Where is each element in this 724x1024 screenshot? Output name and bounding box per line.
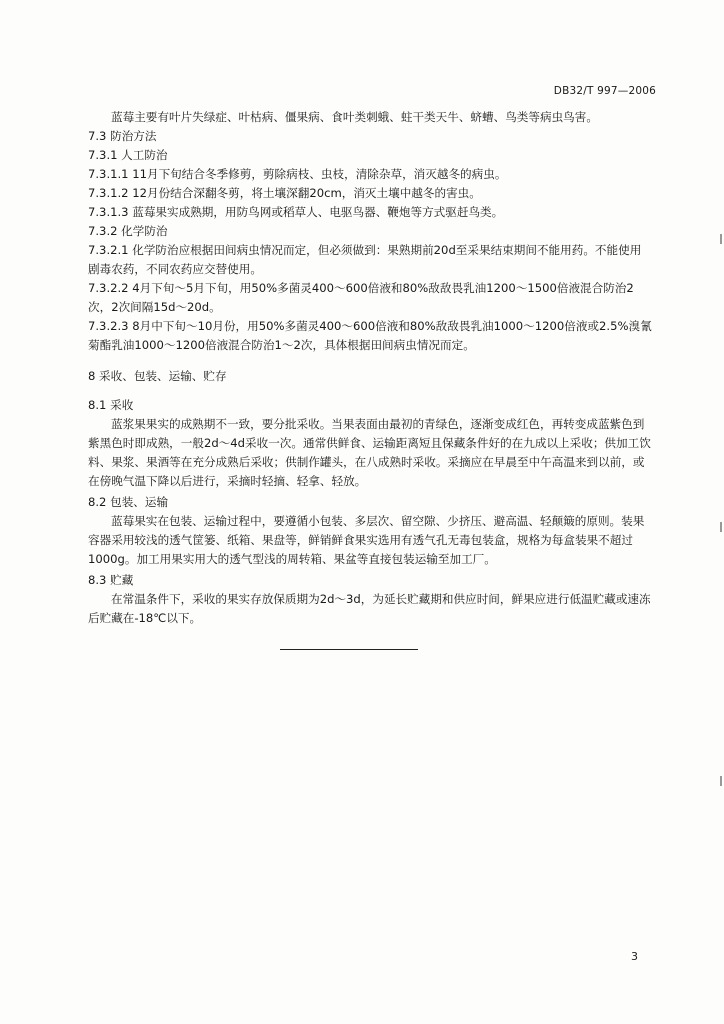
heading-8-2: 8.2 包装、运输 bbox=[88, 495, 169, 509]
heading-7-3: 7.3 防治方法 bbox=[88, 129, 157, 143]
lead-paragraph: 蓝莓主要有叶片失绿症、叶枯病、僵果病、食叶类刺蛾、蛀干类天牛、蛴螬、鸟类等病虫鸟害。 bbox=[111, 110, 598, 124]
heading-7-3-1: 7.3.1 人工防治 bbox=[88, 148, 168, 162]
clause-7-3-2-1: 7.3.2.1 化学防治应根据田间病虫情况而定，但必须做到：果熟期前20d至采果结束期间不能用药。不能使用剧毒农药，不同农药应交替使用。 bbox=[88, 243, 642, 276]
document-code: DB32/T 997—2006 bbox=[553, 85, 656, 97]
scan-edge-mark bbox=[720, 776, 722, 786]
heading-8-1: 8.1 采收 bbox=[88, 398, 134, 412]
document-body bbox=[88, 108, 652, 628]
clause-7-3-2-3: 7.3.2.3 8月中下旬～10月份，用50%多菌灵400～600倍液和80%敌敌畏乳油1000～1200倍液或2.5%溴氰菊酯乳油1000～1200倍液混合防治1～2次，具体根据田间病虫情况而定。 bbox=[88, 319, 652, 352]
scan-edge-mark bbox=[720, 522, 722, 532]
heading-8-3: 8.3 贮藏 bbox=[88, 573, 134, 587]
heading-8: 8 采收、包装、运输、贮存 bbox=[88, 369, 227, 383]
paragraph-8-1: 蓝浆果果实的成熟期不一致，要分批采收。当果表面由最初的青绿色，逐渐变成红色，再转变成蓝紫色到紫黑色时即成熟，一般2d～4d采收一次。通常供鲜食、运输距离短且保藏条件好的在九成以上采收；供加工饮料、果浆、果酒等在充分成熟后采收；供制作罐头，在八成熟时采收。采摘应在早晨至中午高温来到以前，或在傍晚气温下降以后进行，采摘时轻摘、轻拿、轻放。 bbox=[88, 417, 651, 488]
end-rule-divider bbox=[280, 649, 418, 650]
heading-7-3-2: 7.3.2 化学防治 bbox=[88, 224, 168, 238]
paragraph-8-2: 蓝莓果实在包装、运输过程中，要遵循小包装、多层次、留空隙、少挤压、避高温、轻颠簸的原则。装果容器采用较浅的透气筐篓、纸箱、果盘等，鲜销鲜食果实选用有透气孔无毒包装盒，规格为每盒装果不超过1000g。加工用果实用大的透气型浅的周转箱、果盆等直接包装运输至加工厂。 bbox=[88, 514, 645, 566]
scan-edge-mark bbox=[720, 234, 722, 244]
clause-7-3-2-2: 7.3.2.2 4月下旬～5月下旬，用50%多菌灵400～600倍液和80%敌敌畏乳油1200～1500倍液混合防治2次，2次间隔15d～20d。 bbox=[88, 281, 634, 314]
clause-7-3-1-2: 7.3.1.2 12月份结合深翻冬剪，将土壤深翻20cm，消灭土壤中越冬的害虫。 bbox=[88, 186, 481, 200]
clause-7-3-1-1: 7.3.1.1 11月下旬结合冬季修剪，剪除病枝、虫枝，清除杂草，消灭越冬的病虫。 bbox=[88, 167, 507, 181]
clause-7-3-1-3: 7.3.1.3 蓝莓果实成熟期，用防鸟网或稻草人、电驱鸟器、鞭炮等方式驱赶鸟类。 bbox=[88, 205, 504, 219]
page-number: 3 bbox=[631, 950, 638, 963]
paragraph-8-3: 在常温条件下，采收的果实存放保质期为2d～3d，为延长贮藏期和供应时间，鲜果应进行低温贮藏或速冻后贮藏在-18℃以下。 bbox=[88, 592, 651, 625]
